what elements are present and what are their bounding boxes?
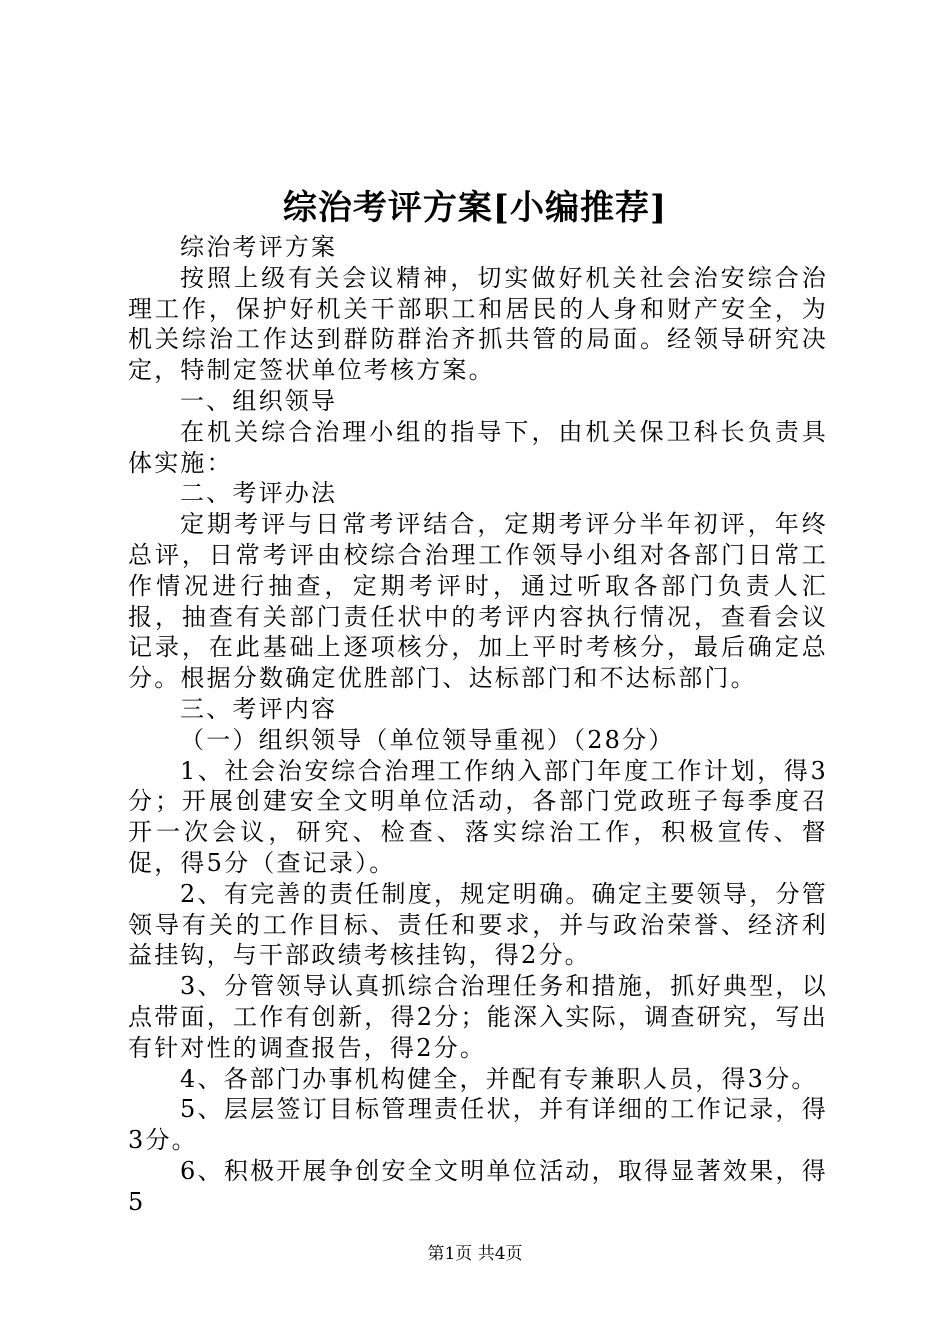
- subsection-heading: （一）组织领导（单位领导重视）（28分）: [180, 725, 675, 754]
- intro-paragraph: 按照上级有关会议精神，切实做好机关社会治安综合治理工作，保护好机关干部职工和居民的人身和财产安全，为机关综治工作达到群防群治齐抓共管的局面。经领导研究决定，特制定签状单位考核方案。: [128, 263, 828, 385]
- criteria-item-4: 4、各部门办事机构健全，并配有专兼职人员，得3分。: [180, 1064, 818, 1093]
- document-body: [128, 232, 828, 1218]
- section-heading-method: 二、考评办法: [180, 479, 338, 508]
- criteria-item-3: 3、分管领导认真抓综合治理任务和措施，抓好典型，以点带面，工作有创新，得2分；能深入实际，调查研究，写出有针对性的调查报告，得2分。: [128, 972, 828, 1062]
- criteria-item-1: 1、社会治安综合治理工作纳入部门年度工作计划，得3分；开展创建安全文明单位活动，各部门党政班子每季度召开一次会议，研究、检查、落实综治工作，积极宣传、督促，得5分（查记录）。: [128, 756, 828, 877]
- criteria-item-5: 5、层层签订目标管理责任状，并有详细的工作记录，得3分。: [128, 1095, 828, 1155]
- section-heading-organization: 一、组织领导: [180, 386, 338, 415]
- page-title: 综治考评方案[小编推荐]: [282, 188, 668, 228]
- page-footer: 第1页 共4页: [427, 1244, 523, 1264]
- method-paragraph: 定期考评与日常考评结合，定期考评分半年初评，年终总评，日常考评由校综合治理工作领导小组对各部门日常工作情况进行抽查，定期考评时，通过听取各部门负责人汇报，抽查有关部门责任状中的考评内容执行情况，查看会议记录，在此基础上逐项核分，加上平时考核分，最后确定总分。根据分数确定优胜部门、达标部门和不达标部门。: [128, 510, 828, 693]
- doc-subtitle: 综治考评方案: [180, 233, 338, 261]
- criteria-item-6: 6、积极开展争创安全文明单位活动，取得显著效果，得5: [128, 1156, 828, 1216]
- section-heading-content: 三、考评内容: [180, 694, 338, 723]
- organization-paragraph: 在机关综合治理小组的指导下，由机关保卫科长负责具体实施：: [128, 417, 828, 477]
- criteria-item-2: 2、有完善的责任制度，规定明确。确定主要领导，分管领导有关的工作目标、责任和要求，并与政治荣誉、经济利益挂钩，与干部政绩考核挂钩，得2分。: [128, 879, 828, 970]
